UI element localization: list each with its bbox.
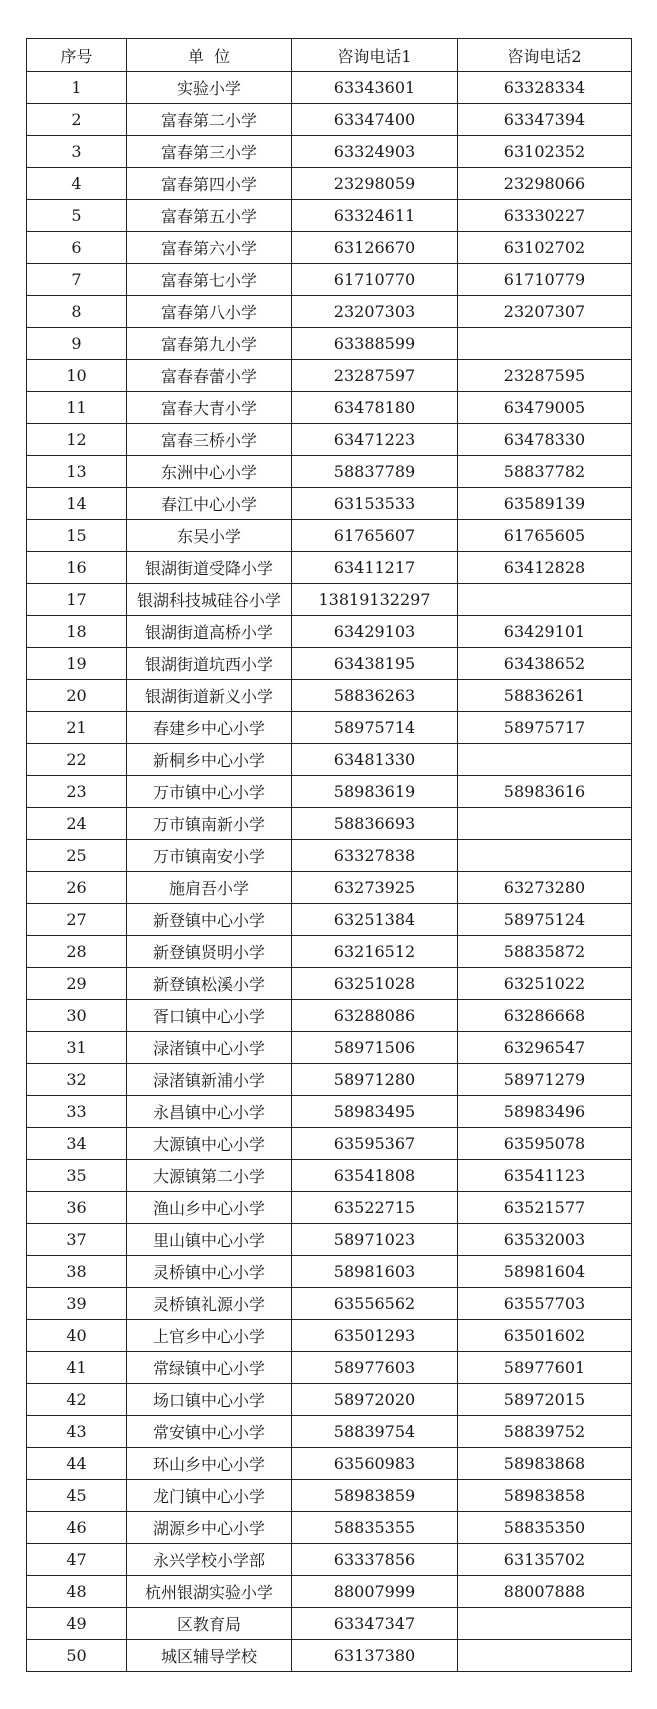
table-row [27, 1448, 632, 1480]
cell-unit-name: 富春大青小学 [127, 392, 292, 424]
cell-phone-1: 58971506 [292, 1032, 458, 1064]
cell-phone-2: 58839752 [458, 1416, 632, 1448]
cell-phone-2: 88007888 [458, 1576, 632, 1608]
cell-phone-1: 63411217 [292, 552, 458, 584]
cell-unit-name: 富春三桥小学 [127, 424, 292, 456]
cell-serial-number: 27 [27, 904, 127, 936]
cell-phone-1: 61710770 [292, 264, 458, 296]
cell-serial-number: 1 [27, 72, 127, 104]
cell-unit-name: 富春第六小学 [127, 232, 292, 264]
cell-serial-number: 41 [27, 1352, 127, 1384]
cell-serial-number: 50 [27, 1640, 127, 1672]
header-row [27, 39, 632, 72]
cell-serial-number: 20 [27, 680, 127, 712]
cell-unit-name: 里山镇中心小学 [127, 1224, 292, 1256]
table-row [27, 1192, 632, 1224]
cell-phone-1: 63337856 [292, 1544, 458, 1576]
cell-phone-2: 63135702 [458, 1544, 632, 1576]
table-row [27, 872, 632, 904]
cell-serial-number: 23 [27, 776, 127, 808]
cell-phone-1: 63347347 [292, 1608, 458, 1640]
cell-unit-name: 万市镇中心小学 [127, 776, 292, 808]
cell-phone-2: 63438652 [458, 648, 632, 680]
cell-phone-2: 63532003 [458, 1224, 632, 1256]
cell-phone-2: 63521577 [458, 1192, 632, 1224]
cell-unit-name: 杭州银湖实验小学 [127, 1576, 292, 1608]
cell-unit-name: 灵桥镇中心小学 [127, 1256, 292, 1288]
cell-phone-1: 58839754 [292, 1416, 458, 1448]
cell-phone-2: 58983858 [458, 1480, 632, 1512]
cell-phone-1: 63471223 [292, 424, 458, 456]
cell-serial-number: 10 [27, 360, 127, 392]
cell-unit-name: 渌渚镇中心小学 [127, 1032, 292, 1064]
cell-unit-name: 东吴小学 [127, 520, 292, 552]
cell-unit-name: 万市镇南新小学 [127, 808, 292, 840]
cell-phone-2: 63273280 [458, 872, 632, 904]
table-row [27, 1128, 632, 1160]
cell-phone-1: 23298059 [292, 168, 458, 200]
cell-unit-name: 富春第二小学 [127, 104, 292, 136]
table-row [27, 1256, 632, 1288]
cell-phone-2: 63429101 [458, 616, 632, 648]
cell-phone-1: 63556562 [292, 1288, 458, 1320]
table-row [27, 1640, 632, 1672]
cell-unit-name: 富春第四小学 [127, 168, 292, 200]
table-row [27, 968, 632, 1000]
cell-unit-name: 湖源乡中心小学 [127, 1512, 292, 1544]
cell-phone-2: 63412828 [458, 552, 632, 584]
cell-phone-1: 58971023 [292, 1224, 458, 1256]
table-row [27, 136, 632, 168]
cell-phone-1: 63327838 [292, 840, 458, 872]
cell-unit-name: 城区辅导学校 [127, 1640, 292, 1672]
cell-phone-1: 23287597 [292, 360, 458, 392]
table-row [27, 808, 632, 840]
table-row [27, 296, 632, 328]
cell-unit-name: 银湖街道新义小学 [127, 680, 292, 712]
cell-serial-number: 18 [27, 616, 127, 648]
cell-phone-1: 63153533 [292, 488, 458, 520]
cell-serial-number: 2 [27, 104, 127, 136]
header-serial-number: 序号 [27, 39, 127, 72]
cell-serial-number: 7 [27, 264, 127, 296]
cell-phone-2: 63286668 [458, 1000, 632, 1032]
cell-unit-name: 新登镇松溪小学 [127, 968, 292, 1000]
table-row [27, 424, 632, 456]
cell-serial-number: 6 [27, 232, 127, 264]
cell-phone-2: 58971279 [458, 1064, 632, 1096]
table-row [27, 1384, 632, 1416]
cell-unit-name: 渔山乡中心小学 [127, 1192, 292, 1224]
table-row [27, 552, 632, 584]
table-row [27, 1032, 632, 1064]
header-phone-1: 咨询电话1 [292, 39, 458, 72]
cell-phone-2: 63589139 [458, 488, 632, 520]
table-row [27, 1096, 632, 1128]
cell-phone-1: 63216512 [292, 936, 458, 968]
cell-phone-2: 63479005 [458, 392, 632, 424]
table-row [27, 168, 632, 200]
cell-phone-1: 63251384 [292, 904, 458, 936]
cell-phone-2: 58837782 [458, 456, 632, 488]
cell-serial-number: 39 [27, 1288, 127, 1320]
cell-unit-name: 实验小学 [127, 72, 292, 104]
table-row [27, 648, 632, 680]
table-row [27, 1608, 632, 1640]
table-row [27, 840, 632, 872]
table-row [27, 936, 632, 968]
cell-serial-number: 33 [27, 1096, 127, 1128]
cell-phone-1: 63324903 [292, 136, 458, 168]
cell-phone-1: 63343601 [292, 72, 458, 104]
table-row [27, 328, 632, 360]
cell-phone-1: 58836693 [292, 808, 458, 840]
cell-phone-2: 61765605 [458, 520, 632, 552]
cell-unit-name: 万市镇南安小学 [127, 840, 292, 872]
cell-phone-1: 63595367 [292, 1128, 458, 1160]
table-row [27, 1160, 632, 1192]
cell-serial-number: 32 [27, 1064, 127, 1096]
cell-serial-number: 35 [27, 1160, 127, 1192]
cell-unit-name: 新登镇中心小学 [127, 904, 292, 936]
cell-serial-number: 21 [27, 712, 127, 744]
cell-unit-name: 银湖街道高桥小学 [127, 616, 292, 648]
table-row [27, 1480, 632, 1512]
cell-unit-name: 大源镇中心小学 [127, 1128, 292, 1160]
table-row [27, 72, 632, 104]
cell-serial-number: 43 [27, 1416, 127, 1448]
cell-phone-2: 58836261 [458, 680, 632, 712]
table-row [27, 1544, 632, 1576]
cell-phone-1: 58836263 [292, 680, 458, 712]
cell-serial-number: 15 [27, 520, 127, 552]
table-row [27, 456, 632, 488]
cell-unit-name: 灵桥镇礼源小学 [127, 1288, 292, 1320]
cell-serial-number: 47 [27, 1544, 127, 1576]
cell-unit-name: 富春第八小学 [127, 296, 292, 328]
cell-unit-name: 富春第五小学 [127, 200, 292, 232]
cell-serial-number: 40 [27, 1320, 127, 1352]
cell-phone-1: 63137380 [292, 1640, 458, 1672]
cell-phone-1: 63126670 [292, 232, 458, 264]
cell-unit-name: 常绿镇中心小学 [127, 1352, 292, 1384]
cell-phone-2: 23298066 [458, 168, 632, 200]
cell-phone-1: 63560983 [292, 1448, 458, 1480]
cell-phone-2: 23287595 [458, 360, 632, 392]
cell-serial-number: 12 [27, 424, 127, 456]
cell-unit-name: 区教育局 [127, 1608, 292, 1640]
cell-phone-1: 58971280 [292, 1064, 458, 1096]
cell-phone-2: 63330227 [458, 200, 632, 232]
table-row [27, 1576, 632, 1608]
cell-phone-2: 63296547 [458, 1032, 632, 1064]
cell-unit-name: 上官乡中心小学 [127, 1320, 292, 1352]
cell-phone-1: 63541808 [292, 1160, 458, 1192]
cell-phone-1: 63522715 [292, 1192, 458, 1224]
table-row [27, 776, 632, 808]
cell-serial-number: 37 [27, 1224, 127, 1256]
cell-phone-1: 58983495 [292, 1096, 458, 1128]
cell-serial-number: 8 [27, 296, 127, 328]
cell-phone-2: 58983868 [458, 1448, 632, 1480]
cell-serial-number: 4 [27, 168, 127, 200]
cell-phone-1: 88007999 [292, 1576, 458, 1608]
school-phone-table [26, 38, 632, 1672]
cell-serial-number: 5 [27, 200, 127, 232]
cell-phone-1: 63251028 [292, 968, 458, 1000]
cell-phone-2: 63251022 [458, 968, 632, 1000]
cell-phone-1: 63288086 [292, 1000, 458, 1032]
cell-phone-2: 58975717 [458, 712, 632, 744]
cell-phone-1: 63438195 [292, 648, 458, 680]
cell-unit-name: 富春第九小学 [127, 328, 292, 360]
cell-serial-number: 11 [27, 392, 127, 424]
cell-serial-number: 44 [27, 1448, 127, 1480]
cell-phone-2: 58977601 [458, 1352, 632, 1384]
cell-phone-1: 58977603 [292, 1352, 458, 1384]
cell-unit-name: 施肩吾小学 [127, 872, 292, 904]
cell-phone-2: 63501602 [458, 1320, 632, 1352]
table-row [27, 1000, 632, 1032]
header-phone-2: 咨询电话2 [458, 39, 632, 72]
table-row [27, 200, 632, 232]
table-row [27, 712, 632, 744]
cell-phone-1: 63273925 [292, 872, 458, 904]
cell-phone-2: 23207307 [458, 296, 632, 328]
cell-serial-number: 38 [27, 1256, 127, 1288]
cell-phone-2 [458, 328, 632, 360]
cell-phone-1: 63429103 [292, 616, 458, 648]
cell-phone-2: 58835350 [458, 1512, 632, 1544]
cell-serial-number: 16 [27, 552, 127, 584]
cell-phone-2: 63102702 [458, 232, 632, 264]
cell-phone-2 [458, 840, 632, 872]
header-unit: 单 位 [127, 39, 292, 72]
table-row [27, 520, 632, 552]
cell-phone-1: 13819132297 [292, 584, 458, 616]
cell-unit-name: 环山乡中心小学 [127, 1448, 292, 1480]
cell-phone-1: 61765607 [292, 520, 458, 552]
cell-phone-1: 58981603 [292, 1256, 458, 1288]
cell-unit-name: 永昌镇中心小学 [127, 1096, 292, 1128]
cell-phone-2: 63328334 [458, 72, 632, 104]
cell-serial-number: 30 [27, 1000, 127, 1032]
table-row [27, 1288, 632, 1320]
table-row [27, 264, 632, 296]
cell-unit-name: 常安镇中心小学 [127, 1416, 292, 1448]
table-row [27, 232, 632, 264]
cell-serial-number: 25 [27, 840, 127, 872]
cell-phone-2 [458, 744, 632, 776]
table-row [27, 584, 632, 616]
table-row [27, 1352, 632, 1384]
table-row [27, 1064, 632, 1096]
cell-serial-number: 46 [27, 1512, 127, 1544]
cell-serial-number: 45 [27, 1480, 127, 1512]
table-row [27, 104, 632, 136]
cell-phone-1: 63347400 [292, 104, 458, 136]
cell-phone-1: 58975714 [292, 712, 458, 744]
cell-phone-2: 63102352 [458, 136, 632, 168]
cell-unit-name: 龙门镇中心小学 [127, 1480, 292, 1512]
cell-phone-1: 58972020 [292, 1384, 458, 1416]
cell-phone-1: 63481330 [292, 744, 458, 776]
cell-unit-name: 春建乡中心小学 [127, 712, 292, 744]
cell-unit-name: 永兴学校小学部 [127, 1544, 292, 1576]
cell-unit-name: 富春第三小学 [127, 136, 292, 168]
cell-unit-name: 银湖街道坑西小学 [127, 648, 292, 680]
cell-serial-number: 31 [27, 1032, 127, 1064]
cell-phone-2 [458, 1608, 632, 1640]
cell-unit-name: 新桐乡中心小学 [127, 744, 292, 776]
cell-unit-name: 富春第七小学 [127, 264, 292, 296]
cell-unit-name: 胥口镇中心小学 [127, 1000, 292, 1032]
cell-serial-number: 36 [27, 1192, 127, 1224]
cell-unit-name: 银湖街道受降小学 [127, 552, 292, 584]
cell-serial-number: 9 [27, 328, 127, 360]
cell-unit-name: 渌渚镇新浦小学 [127, 1064, 292, 1096]
cell-serial-number: 29 [27, 968, 127, 1000]
cell-phone-2 [458, 584, 632, 616]
cell-phone-1: 58983859 [292, 1480, 458, 1512]
cell-serial-number: 24 [27, 808, 127, 840]
cell-unit-name: 富春春蕾小学 [127, 360, 292, 392]
cell-phone-2: 63595078 [458, 1128, 632, 1160]
cell-serial-number: 34 [27, 1128, 127, 1160]
table-row [27, 1512, 632, 1544]
table-body [27, 72, 632, 1672]
cell-phone-2: 58983616 [458, 776, 632, 808]
table-row [27, 1416, 632, 1448]
cell-serial-number: 28 [27, 936, 127, 968]
cell-phone-2 [458, 808, 632, 840]
cell-serial-number: 48 [27, 1576, 127, 1608]
cell-serial-number: 26 [27, 872, 127, 904]
cell-unit-name: 大源镇第二小学 [127, 1160, 292, 1192]
table-row [27, 904, 632, 936]
cell-serial-number: 13 [27, 456, 127, 488]
cell-phone-1: 23207303 [292, 296, 458, 328]
cell-phone-2: 58835872 [458, 936, 632, 968]
cell-serial-number: 42 [27, 1384, 127, 1416]
cell-phone-1: 58837789 [292, 456, 458, 488]
cell-phone-2: 63347394 [458, 104, 632, 136]
cell-phone-1: 63324611 [292, 200, 458, 232]
cell-phone-2: 58975124 [458, 904, 632, 936]
cell-phone-2: 58983496 [458, 1096, 632, 1128]
table-row [27, 488, 632, 520]
table-row [27, 744, 632, 776]
table-row [27, 680, 632, 712]
table-row [27, 1320, 632, 1352]
cell-serial-number: 14 [27, 488, 127, 520]
cell-unit-name: 春江中心小学 [127, 488, 292, 520]
cell-phone-2: 58981604 [458, 1256, 632, 1288]
cell-serial-number: 19 [27, 648, 127, 680]
cell-serial-number: 3 [27, 136, 127, 168]
cell-phone-2: 58972015 [458, 1384, 632, 1416]
cell-phone-2: 63557703 [458, 1288, 632, 1320]
cell-phone-1: 63478180 [292, 392, 458, 424]
table-row [27, 1224, 632, 1256]
cell-phone-2 [458, 1640, 632, 1672]
table-row [27, 392, 632, 424]
cell-phone-2: 63541123 [458, 1160, 632, 1192]
cell-serial-number: 22 [27, 744, 127, 776]
cell-unit-name: 新登镇贤明小学 [127, 936, 292, 968]
cell-serial-number: 49 [27, 1608, 127, 1640]
cell-phone-1: 58835355 [292, 1512, 458, 1544]
cell-serial-number: 17 [27, 584, 127, 616]
cell-phone-2: 61710779 [458, 264, 632, 296]
cell-phone-1: 58983619 [292, 776, 458, 808]
cell-unit-name: 场口镇中心小学 [127, 1384, 292, 1416]
table-row [27, 360, 632, 392]
cell-phone-2: 63478330 [458, 424, 632, 456]
table-row [27, 616, 632, 648]
cell-unit-name: 东洲中心小学 [127, 456, 292, 488]
cell-unit-name: 银湖科技城硅谷小学 [127, 584, 292, 616]
cell-phone-1: 63501293 [292, 1320, 458, 1352]
cell-phone-1: 63388599 [292, 328, 458, 360]
